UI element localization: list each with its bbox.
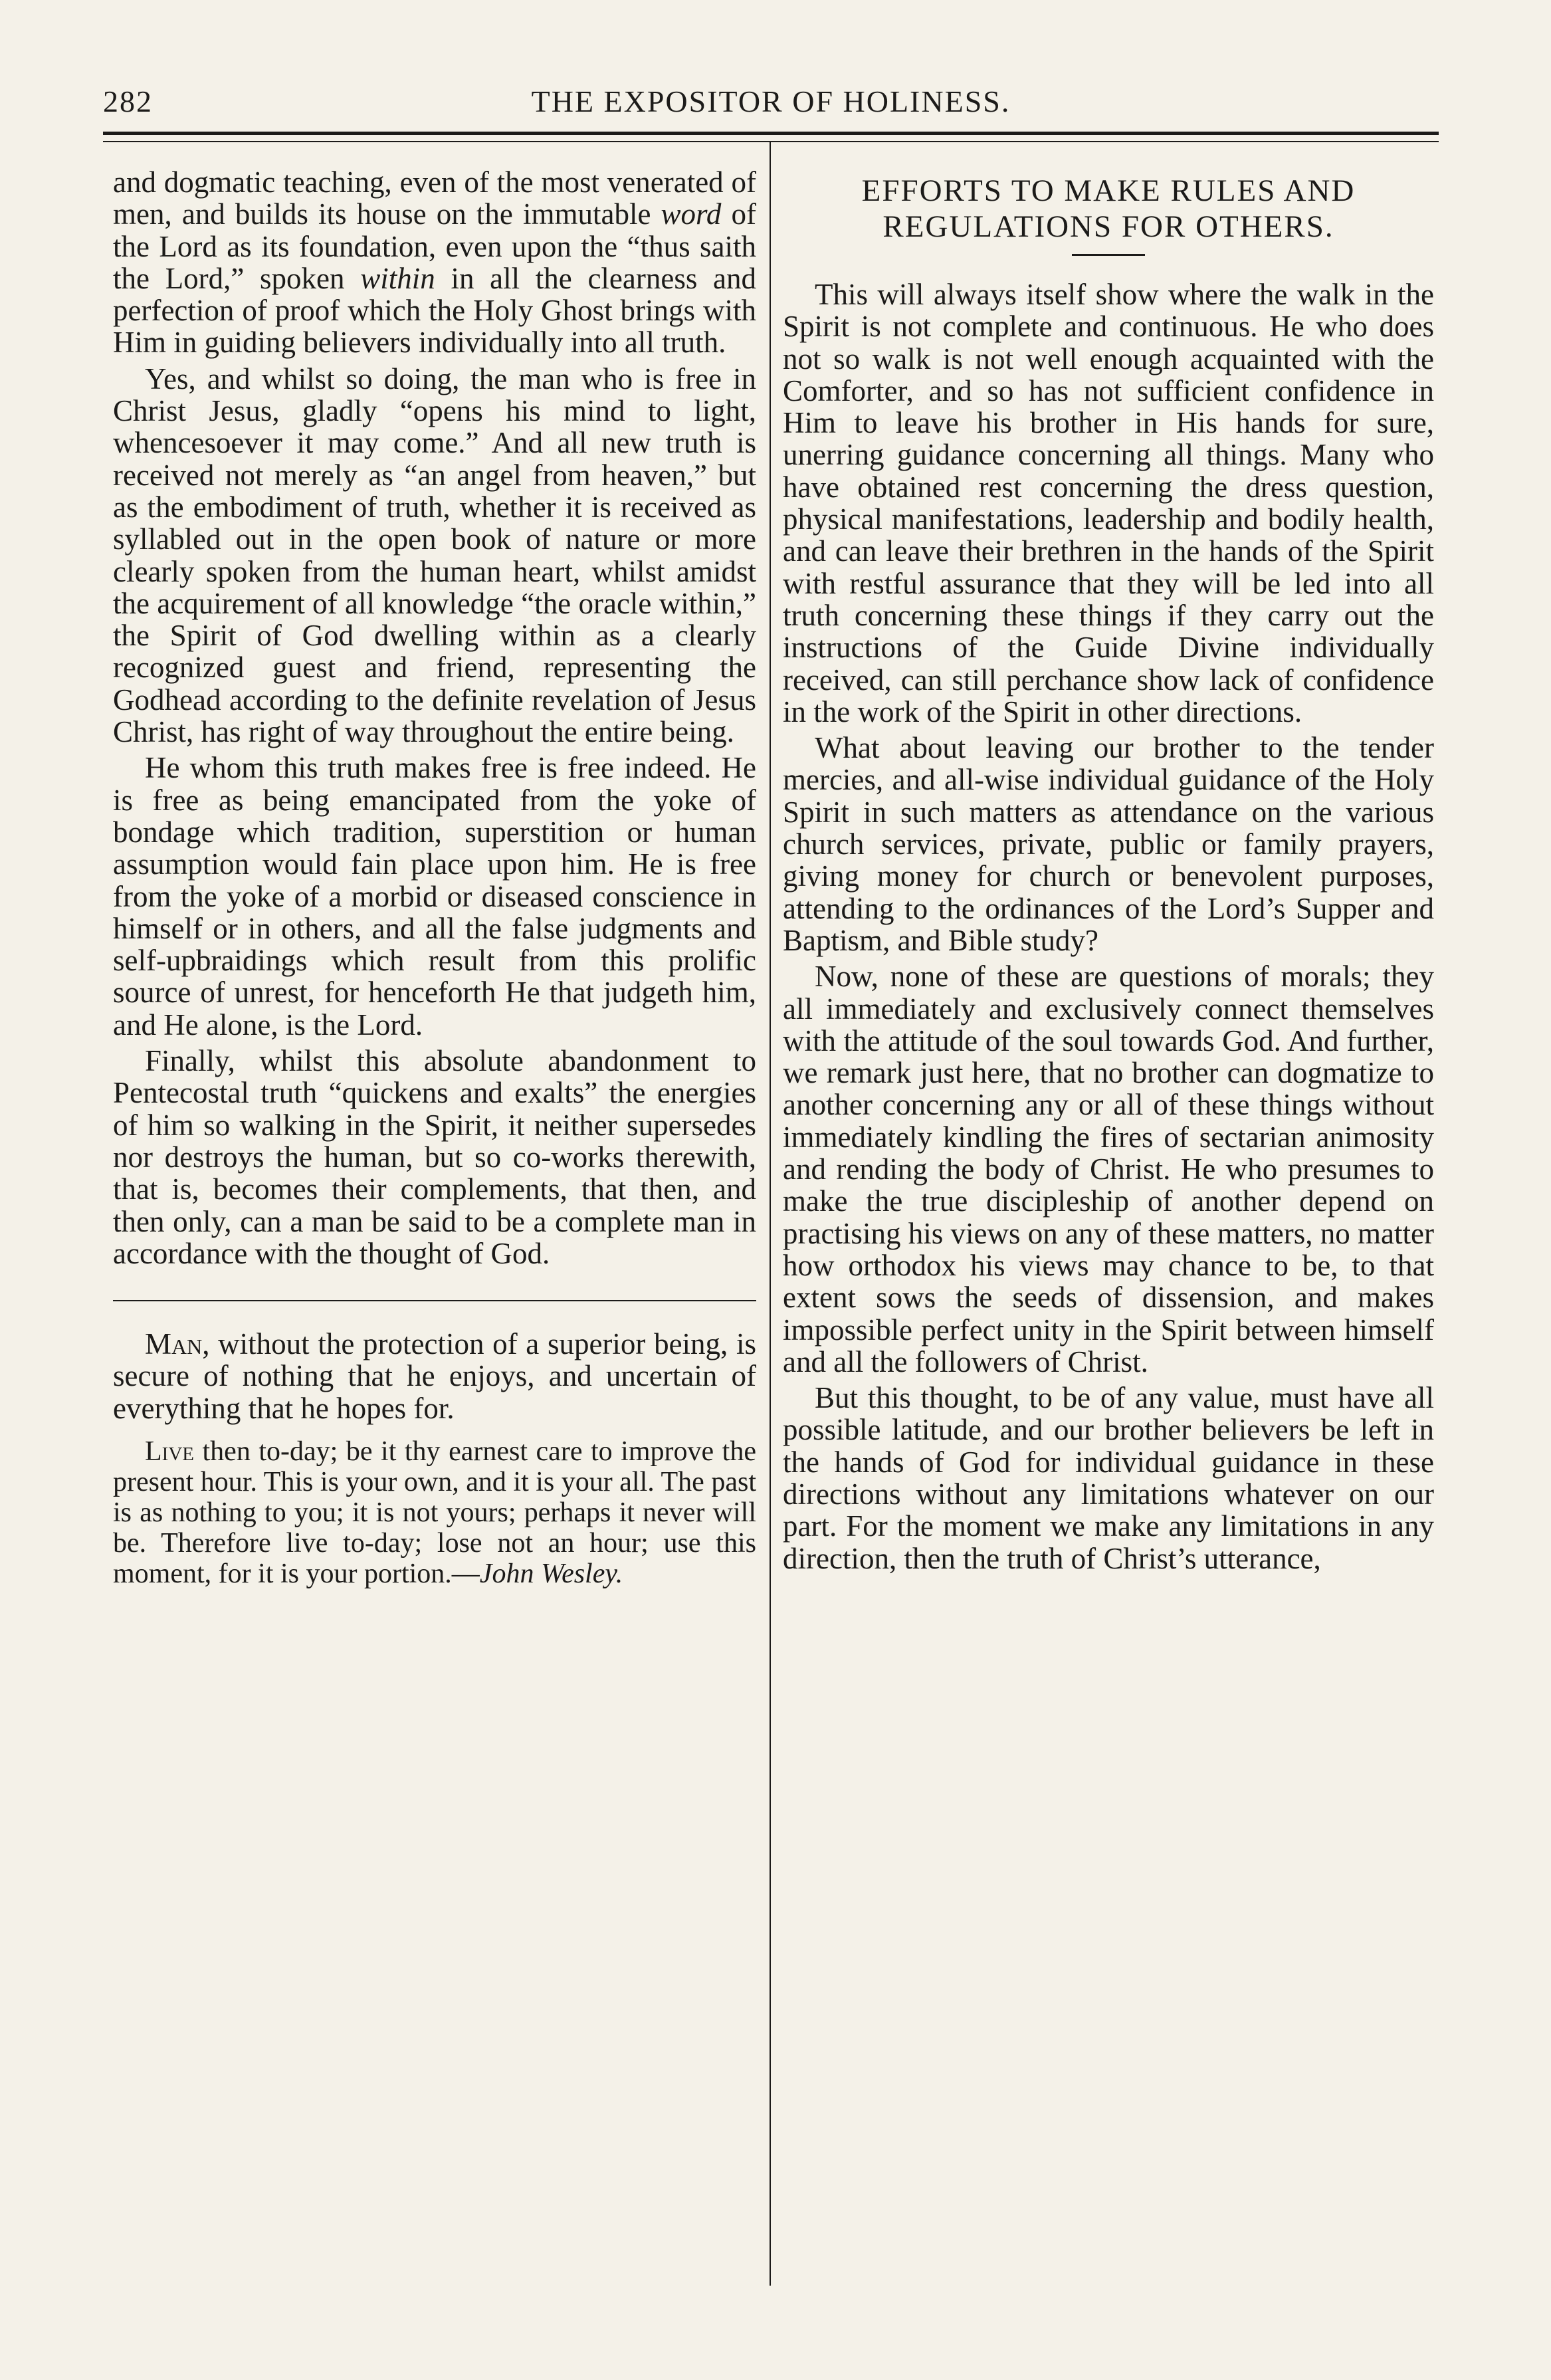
title-rule [1072, 254, 1145, 256]
column-divider [770, 142, 771, 2286]
right-column [783, 166, 1434, 1578]
right-paragraph-3: Now, none of these are questions of morals; they all immediately and exclusively connect themselves with the attitude of the soul towards God. And further, we remark just here, that no brother can dogmatize to another concerning any or all of these things without immediately kindling the fires of sectarian animosity and rending the body of Christ. He who presumes to make the true discipleship of another depend on practising his views on any of these matters, no matter how orthodox his views may chance to be, to that extent sows the seeds of dissension, and makes impossible perfect unity in the Spirit between himself and all the followers of Christ. [783, 960, 1434, 1378]
article-title: EFFORTS TO MAKE RULES AND REGULATIONS FOR OTHERS. [861, 173, 1356, 244]
quote-author: John Wesley. [479, 1558, 623, 1589]
right-paragraph-1: This will always itself show where the walk in the Spirit is not complete and continuous. He who does not so walk is not well enough acquainted with the Comforter, and so has not sufficient confidence in Him to leave his brother in His hands for sure, unerring guidance concerning all things. Many who have obtained rest concerning the dress question, physical manifestations, leadership and bodily health, and can leave their brethren in the hands of the Spirit with restful assurance that they will be led into all truth concerning these things if they carry out the instructions of the Guide Divine individually received, can still perchance show lack of confidence in the work of the Spirit in other directions. [783, 278, 1434, 728]
quote-wesley: Live then to-day; be it thy earnest care to improve the present hour. This is your own, and it is your all. The past is as nothing to you; it is not yours; perhaps it never will be. Therefore live to-day; lose not an hour; use this moment, for it is your portion.—John Wesley. [113, 1436, 756, 1589]
left-paragraph-2: Yes, and whilst so doing, the man who is free in Christ Jesus, gladly “opens his mind to light, whencesoever it may come.” And all new truth is received not merely as “an angel from heaven,” but as the embodiment of truth, whether it is received as syllabled out in the open book of nature or more clearly spoken from the human heart, whilst amidst the acquirement of all knowledge “the oracle within,” the Spirit of God dwelling within as a clearly recognized guest and friend, representing the Godhead according to the definite revelation of Jesus Christ, has right of way throughout the entire being. [113, 362, 756, 749]
running-title: THE EXPOSITOR OF HOLINESS. [531, 84, 1011, 118]
left-paragraph-3: He whom this truth makes free is free indeed. He is free as being emancipated from the yoke of bondage which tradition, superstition or human assumption would fain place upon him. He is free from the yoke of a morbid or diseased conscience in himself or in others, and all the false judgments and self-upbraidings which result from this prolific source of unrest, for henceforth He that judgeth him, and He alone, is the Lord. [113, 751, 756, 1041]
left-column [113, 166, 756, 1593]
header-rule-thin [103, 141, 1439, 142]
quote-wesley-lead: Live [145, 1436, 194, 1467]
page-number: 282 [103, 84, 153, 118]
left-paragraph-4: Finally, whilst this absolute abandonment to Pentecostal truth “quickens and exalts” the energies of him so walking in the Spirit, it neither supersedes nor destroys the human, but so co-works therewith, that is, becomes their complements, that then, and then only, can a man be said to be a complete man in accordance with the thought of God. [113, 1044, 756, 1270]
left-paragraph-1: and dogmatic teaching, even of the most venerated of men, and builds its house on the immutable word of the Lord as its foundation, even upon the “thus saith the Lord,” spoken within in all the clearness and perfection of proof which the Holy Ghost brings with Him in guiding believers individually into all truth. [113, 165, 756, 360]
header-rule-thick [103, 132, 1439, 135]
right-paragraph-2: What about leaving our brother to the tender mercies, and all-wise individual guidance of the Holy Spirit in such matters as attendance on the various church services, private, public or family prayers, giving money for church or benevolent purposes, attending to the ordinances of the Lord’s Supper and Baptism, and Bible study? [783, 731, 1434, 957]
emphasis-word: word [661, 197, 722, 231]
page-header [103, 73, 1439, 120]
emphasis-within: within [360, 261, 435, 295]
section-separator [113, 1300, 756, 1301]
right-paragraph-4: But this thought, to be of any value, must have all possible latitude, and our brother believers be left in the hands of God for individual guidance in these directions without any limitations whatever on our part. For the moment we make any limitations in any direction, then the truth of Christ’s utterance, [783, 1381, 1434, 1575]
quote-man: Man, without the protection of a superior being, is secure of nothing that he enjoys, and uncertain of everything that he hopes for. [113, 1327, 757, 1425]
quote-man-lead: Man, [145, 1327, 210, 1361]
